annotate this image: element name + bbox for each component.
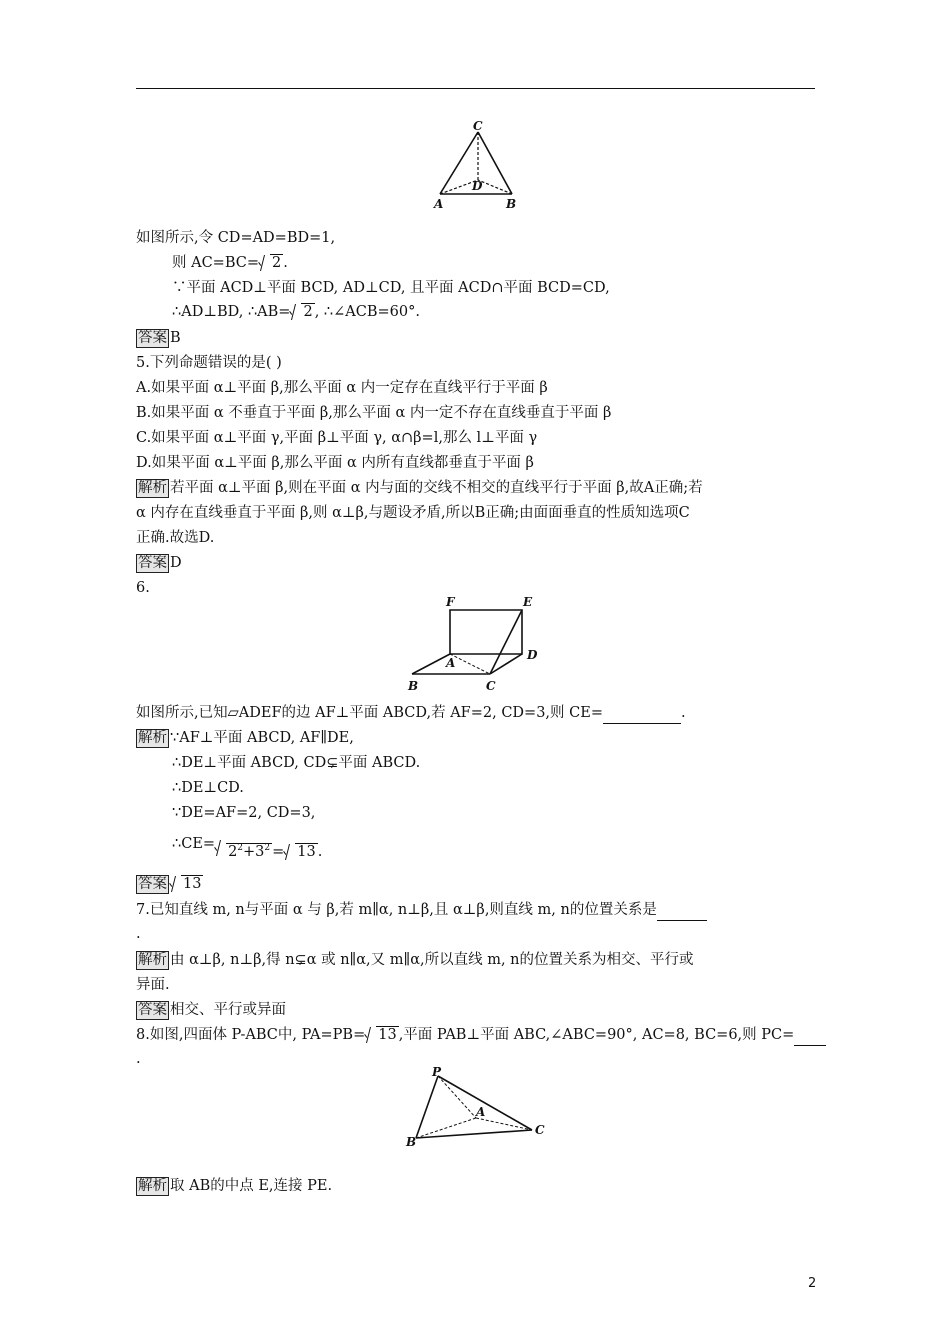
q6-stem: 如图所示,已知▱ADEF的边 AF⊥平面 ABCD,若 AF=2, CD=3,则 CE= . — [136, 703, 686, 724]
label-a: A — [434, 197, 444, 211]
q5-answer: 答案 D — [138, 555, 182, 571]
figure-tetrahedron-pabc — [400, 1066, 550, 1152]
q5-option-b: B.如果平面 α 不垂直于平面 β,那么平面 α 内一定不存在直线垂直于平面 β — [136, 405, 612, 421]
q8-stem: 8.如图,四面体 P-ABC中, PA=PB= 13 ,平面 PAB⊥平面 ABC,∠ABC=90°, AC=8, BC=6,则 PC= — [136, 1025, 826, 1046]
q5-option-d: D.如果平面 α⊥平面 β,那么平面 α 内所有直线都垂直于平面 β — [136, 455, 534, 471]
label-a: A — [446, 656, 456, 670]
p1-line3: ∵平面 ACD⊥平面 BCD, AD⊥CD, 且平面 ACD∩平面 BCD=CD, — [172, 280, 610, 296]
q5-option-a: A.如果平面 α⊥平面 β,那么平面 α 内一定存在直线平行于平面 β — [136, 380, 548, 396]
label-b: B — [406, 1135, 417, 1149]
label-c: C — [473, 119, 483, 133]
q5-analysis-2: α 内存在直线垂直于平面 β,则 α⊥β,与题设矛盾,所以B正确;由面面垂直的性质知选项C — [136, 505, 690, 521]
p1-line4: ∴AD⊥BD, ∴AB= 2 , ∴∠ACB=60°. — [172, 304, 420, 320]
q7-stem: 7.已知直线 m, n与平面 α 与 β,若 m∥α, n⊥β,且 α⊥β,则直线 m, n的位置关系是 — [136, 900, 707, 921]
q5-analysis-1: 解析 若平面 α⊥平面 β,则在平面 α 内与面的交线不相交的直线平行于平面 β,故A正确;若 — [138, 480, 703, 496]
q5-analysis-3: 正确.故选D. — [136, 530, 215, 546]
q6-analysis-4: ∵DE=AF=2, CD=3, — [172, 805, 316, 821]
answer-label: 答案 — [138, 1002, 167, 1018]
label-d: D — [472, 179, 483, 193]
q6-number: 6. — [136, 580, 150, 596]
q6-answer: 答案 13 — [138, 876, 202, 892]
label-f: F — [446, 595, 455, 609]
q7-answer: 答案 相交、平行或异面 — [138, 1002, 286, 1018]
q6-analysis-1: 解析 ∵AF⊥平面 ABCD, AF∥DE, — [138, 730, 354, 746]
figure-tetrahedron-cabd — [428, 118, 524, 212]
q6-analysis-5: ∴CE= $2^2+3^2$ = 13 . — [172, 835, 323, 860]
q8-stem-end: . — [136, 1051, 141, 1067]
label-c: C — [535, 1123, 545, 1137]
figure-adef-abcd — [402, 594, 552, 696]
label-e: E — [523, 595, 533, 609]
q5-stem: 5.下列命题错误的是( ) — [136, 355, 282, 371]
q5-option-c: C.如果平面 α⊥平面 γ,平面 β⊥平面 γ, α∩β=l,那么 l⊥平面 γ — [136, 430, 538, 446]
q6-analysis-2: ∴DE⊥平面 ABCD, CD⊊平面 ABCD. — [172, 755, 421, 771]
analysis-label: 解析 — [138, 1178, 167, 1194]
answer-label: 答案 — [138, 555, 167, 571]
analysis-label: 解析 — [138, 952, 167, 968]
analysis-label: 解析 — [138, 480, 167, 496]
p1-answer: 答案 B — [138, 330, 181, 346]
label-d: D — [527, 648, 538, 662]
answer-label: 答案 — [138, 330, 167, 346]
q7-analysis-1: 解析 由 α⊥β, n⊥β,得 n⊊α 或 n∥α,又 m∥α,所以直线 m, n的位置关系为相交、平行或 — [138, 952, 694, 968]
answer-label: 答案 — [138, 876, 167, 892]
label-p: P — [432, 1066, 442, 1079]
label-b: B — [408, 679, 419, 693]
label-a: A — [476, 1105, 486, 1119]
q7-stem-end: . — [136, 926, 141, 942]
q6-analysis-3: ∴DE⊥CD. — [172, 780, 244, 796]
p1-line1: 如图所示,令 CD=AD=BD=1, — [136, 230, 336, 246]
page-number: 2 — [808, 1276, 817, 1291]
header-rule — [136, 88, 815, 89]
label-c: C — [486, 679, 496, 693]
q7-analysis-2: 异面. — [136, 977, 170, 993]
label-b: B — [506, 197, 517, 211]
p1-line2: 则 AC=BC= 2 . — [172, 255, 288, 271]
q8-analysis-1: 解析 取 AB的中点 E,连接 PE. — [138, 1178, 333, 1194]
analysis-label: 解析 — [138, 730, 167, 746]
